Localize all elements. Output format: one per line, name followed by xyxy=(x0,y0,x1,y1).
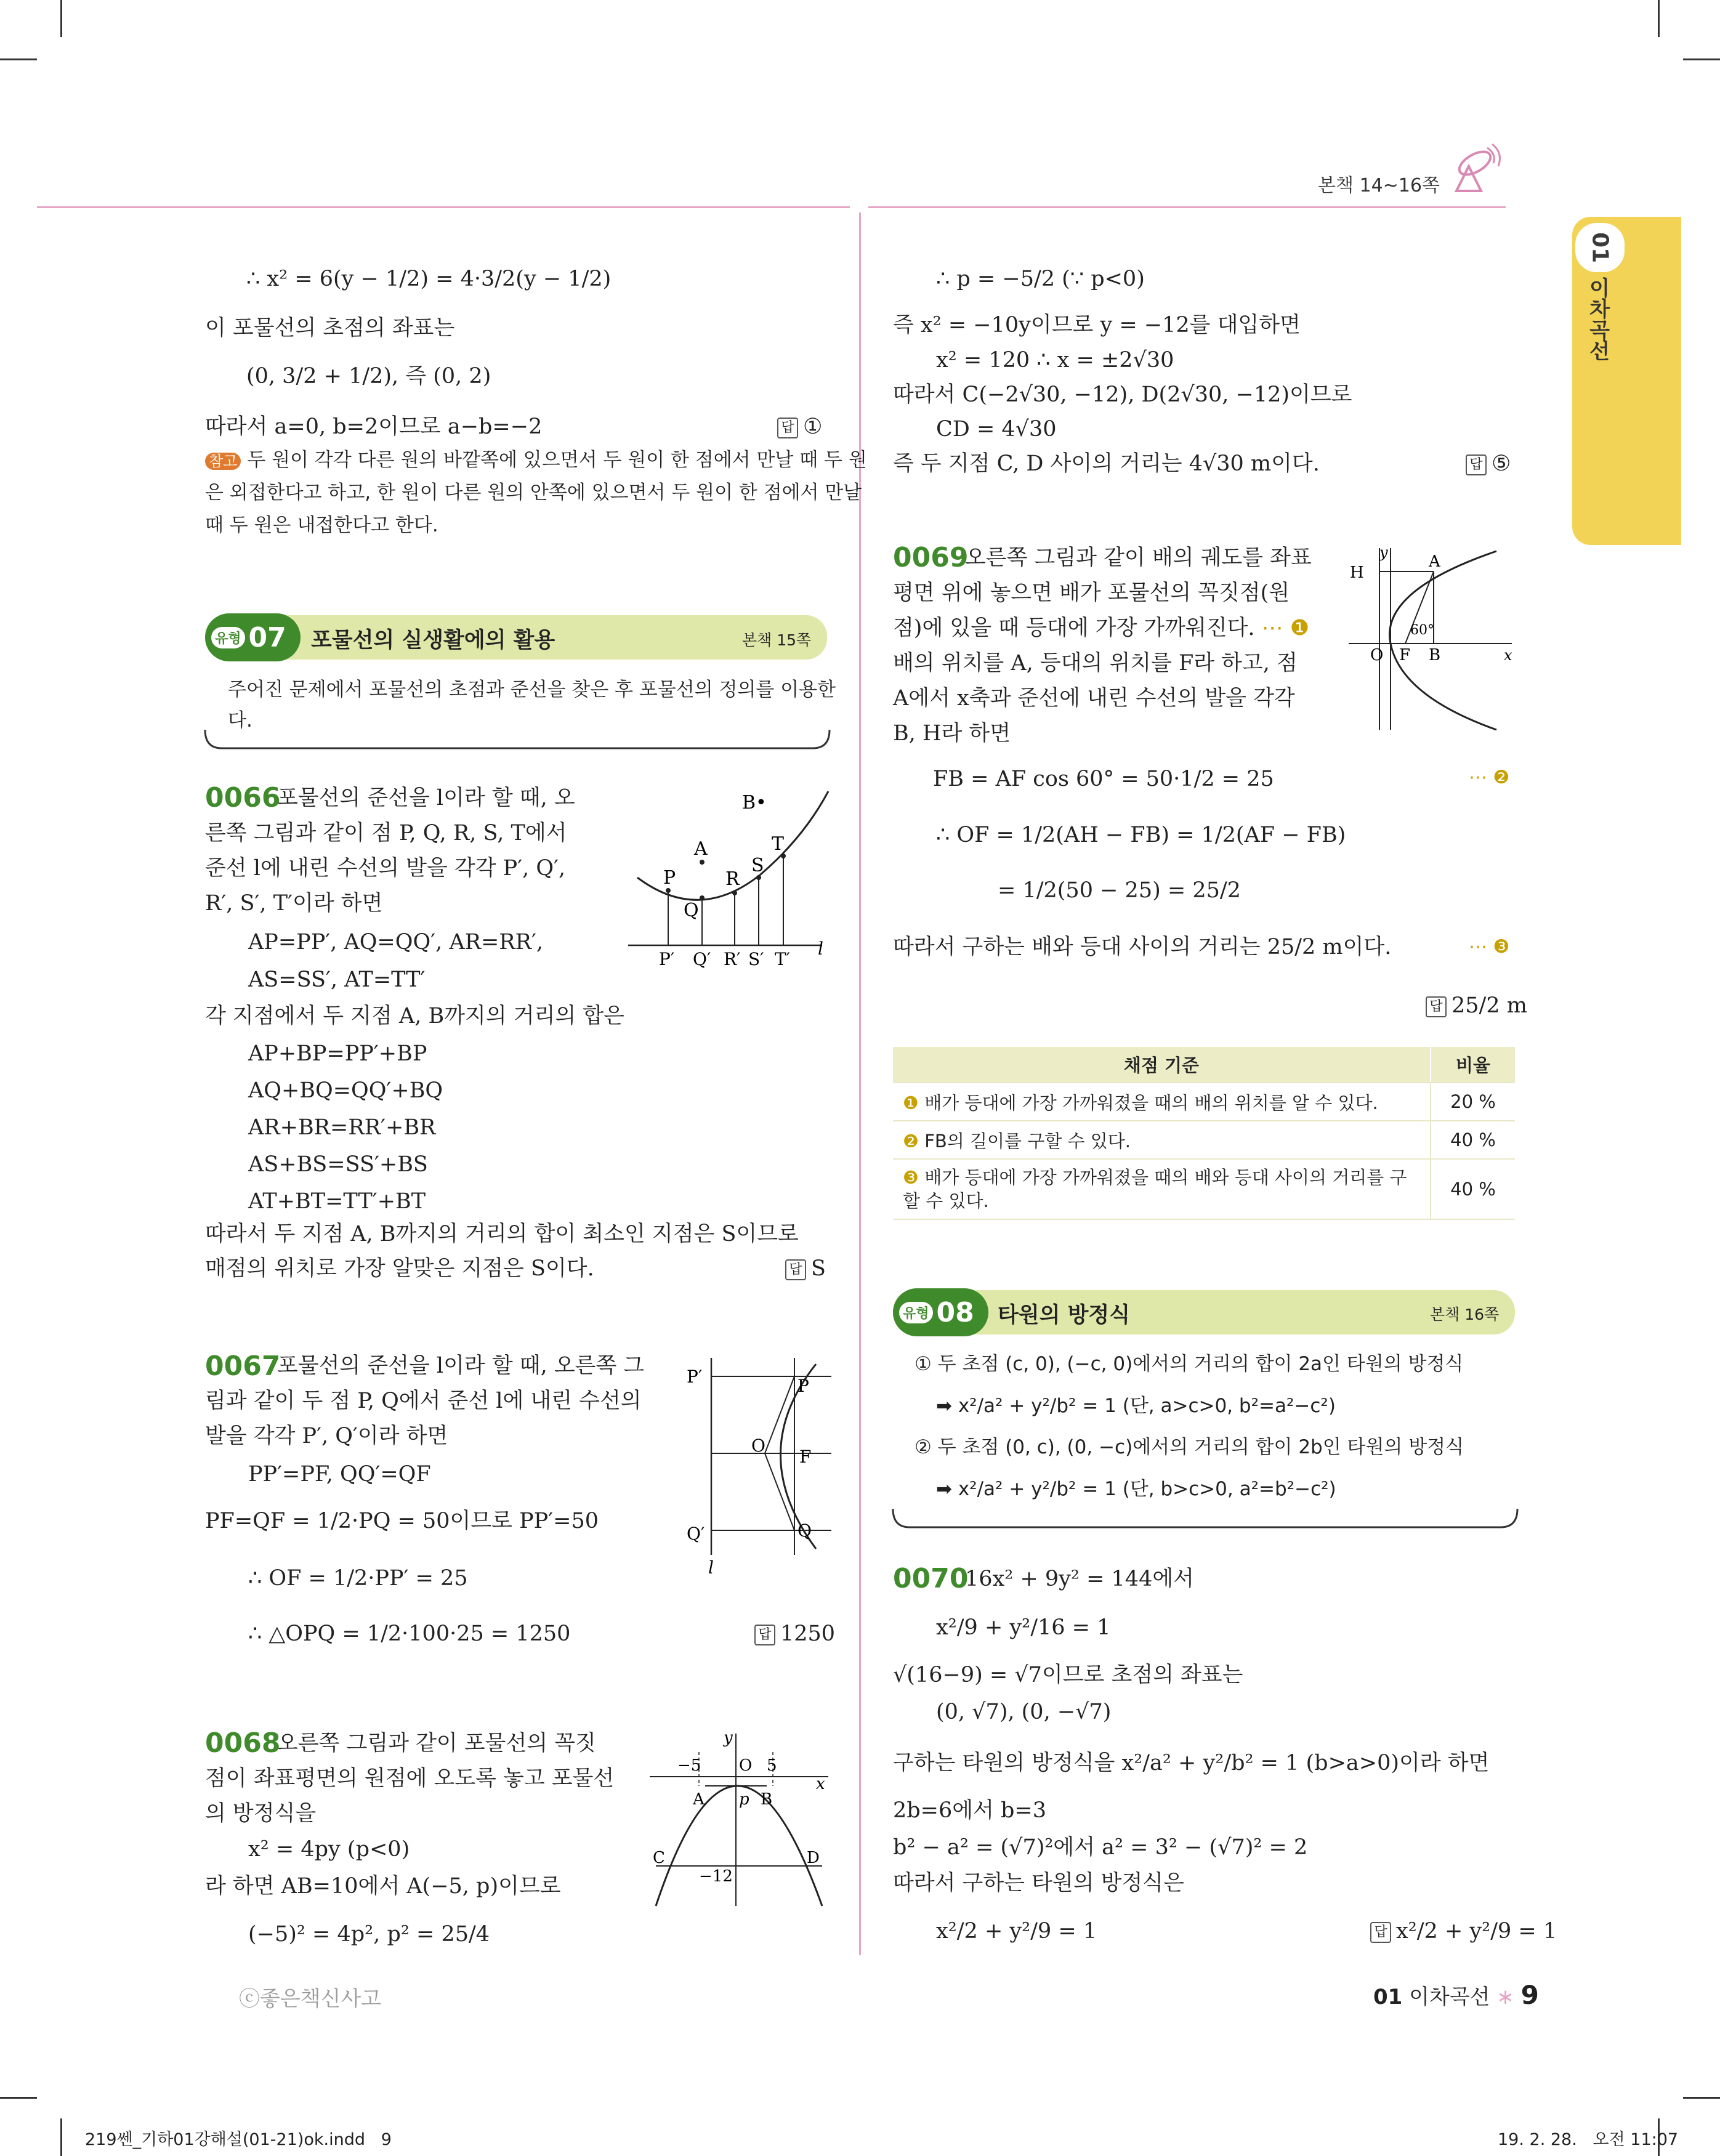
problem-0066-number: 0066 xyxy=(205,782,281,814)
footer-chapter-number: 01 xyxy=(1373,1985,1403,2009)
p0068-figure xyxy=(644,1727,841,1912)
p0070-line-2: x²/9 + y²/16 = 1 xyxy=(936,1615,1111,1640)
problem-0070-number: 0070 xyxy=(893,1563,969,1594)
p0068-line-2: 점이 좌표평면의 원점에 오도록 놓고 포물선 xyxy=(205,1766,615,1791)
note-line-3: 때 두 원은 내접한다고 한다. xyxy=(205,514,438,536)
type08-line-4: ➡ x²/a² + y²/b² = 1 (단, b>c>0, a²=b²−c²) xyxy=(936,1478,1336,1500)
type07-ref: 본책 15쪽 xyxy=(742,631,812,649)
p0069-line-10: 따라서 구하는 배와 등대 사이의 거리는 25/2 m이다. xyxy=(893,935,1392,959)
p0067-line-6: ∴ OF = 1/2·PP′ = 25 xyxy=(248,1566,468,1591)
fig68-label-x: x xyxy=(816,1775,825,1793)
p0069-line-1: 오른쪽 그림과 같이 배의 궤도를 좌표 xyxy=(965,546,1312,570)
p0069-line-6: B, H라 하면 xyxy=(893,721,1011,746)
p0066-line-14: 매점의 위치로 가장 알맞은 지점은 S이다. xyxy=(205,1256,594,1281)
fig69-label-h: H xyxy=(1350,563,1364,582)
file-info: 219쎈_기하01강해설(01-21)ok.indd 9 xyxy=(85,2130,392,2149)
crop-mark xyxy=(60,2118,62,2156)
grading-row-1-text: 배가 등대에 가장 가까워졌을 때의 배의 위치를 알 수 있다. xyxy=(924,1092,1378,1113)
p0067-line-2: 림과 같이 두 점 P, Q에서 준선 l에 내린 수선의 xyxy=(205,1389,642,1413)
fig-label-a: A xyxy=(694,838,708,860)
p0066-figure xyxy=(625,782,838,973)
fig68-label-o: O xyxy=(739,1756,753,1775)
left-top-line-3: (0, 3/2 + 1/2), 즉 (0, 2) xyxy=(246,364,491,389)
step-2-mark: ❷ xyxy=(1493,767,1510,788)
right-top-answer-text: ⑤ xyxy=(1492,451,1511,476)
p0070-line-8: 따라서 구하는 타원의 방정식은 xyxy=(893,1871,1184,1896)
right-top-line-1: ∴ p = −5/2 (∵ p<0) xyxy=(936,267,1145,291)
fig-label-p: P xyxy=(663,867,676,889)
crop-mark xyxy=(1658,0,1660,37)
left-top-answer-text: ① xyxy=(803,414,823,439)
copyright: ⓒ좋은책신사고 xyxy=(239,1987,382,2011)
grading-row-1-ratio: 20 % xyxy=(1431,1083,1515,1121)
fig-label-s-prime: S′ xyxy=(748,949,764,969)
type07-desc-1: 주어진 문제에서 포물선의 초점과 준선을 찾은 후 포물선의 정의를 이용한 xyxy=(228,679,836,701)
fig-label-r-prime: R′ xyxy=(724,949,741,969)
right-top-line-3: x² = 120 ∴ x = ±2√30 xyxy=(936,348,1174,373)
type08-title: 타원의 방정식 xyxy=(998,1303,1131,1328)
grading-row-3-ratio: 40 % xyxy=(1431,1159,1515,1219)
p0066-line-12: AT+BT=TT′+BT xyxy=(248,1189,426,1214)
p0066-line-11: AS+BS=SS′+BS xyxy=(248,1152,428,1177)
crop-mark xyxy=(1683,2097,1720,2099)
grading-cell-criteria xyxy=(893,1159,1431,1219)
p0069-answer xyxy=(1426,988,1527,1023)
p0066-line-7: 각 지점에서 두 지점 A, B까지의 거리의 합은 xyxy=(205,1004,624,1028)
grading-row-3-text: 배가 등대에 가장 가까워졌을 때의 배와 등대 사이의 거리를 구할 수 있다. xyxy=(903,1167,1407,1211)
p0066-line-10: AR+BR=RR′+BR xyxy=(248,1115,436,1140)
type08-bracket xyxy=(891,1509,1519,1533)
fig-label-t-prime: T′ xyxy=(775,949,791,969)
antenna-icon xyxy=(1444,142,1506,203)
fig67-label-o: O xyxy=(751,1435,765,1456)
problem-0069-number: 0069 xyxy=(893,542,969,573)
fig68-label-a: A xyxy=(693,1790,705,1809)
p0066-line-8: AP+BP=PP′+BP xyxy=(248,1041,427,1066)
fig69-label-x: x xyxy=(1504,647,1512,664)
fig67-label-l: l xyxy=(708,1557,714,1578)
note-line-2: 은 외접한다고 하고, 한 원이 다른 원의 안쪽에 있으면서 두 원이 한 점에서 만날 xyxy=(205,482,862,504)
grading-row-2-ratio: 40 % xyxy=(1431,1121,1515,1159)
fig-label-q: Q xyxy=(684,900,699,921)
p0069-line-7: FB = AF cos 60° = 50·1/2 = 25 xyxy=(933,767,1274,791)
p0069-line-9: = 1/2(50 − 25) = 25/2 xyxy=(998,878,1241,903)
p0070-line-3: √(16−9) = √7이므로 초점의 좌표는 xyxy=(893,1663,1243,1687)
type07-title: 포물선의 실생활에의 활용 xyxy=(311,628,555,653)
fig-label-l: l xyxy=(818,939,823,959)
right-top-line-5: CD = 4√30 xyxy=(936,417,1057,442)
fig67-label-q: Q xyxy=(797,1520,812,1541)
type08-badge xyxy=(893,1288,988,1336)
answer-icon: 답 xyxy=(1370,1922,1391,1943)
p0067-answer-text: 1250 xyxy=(780,1621,836,1646)
crop-mark xyxy=(0,2097,37,2099)
p0066-answer-text: S xyxy=(811,1256,826,1281)
p0070-line-9: x²/2 + y²/9 = 1 xyxy=(936,1919,1097,1944)
type08-badge-num: 08 xyxy=(936,1296,974,1328)
type08-line-1: ① 두 초점 (c, 0), (−c, 0)에서의 거리의 합이 2a인 타원의 방정식 xyxy=(915,1353,1464,1375)
fig68-label-neg12: −12 xyxy=(699,1867,733,1886)
type07-desc-2: 다. xyxy=(228,709,252,732)
fig69-label-y: y xyxy=(1379,544,1388,561)
left-top-line-4: 따라서 a=0, b=2이므로 a−b=−2 xyxy=(205,414,543,439)
right-top-answer xyxy=(1466,446,1511,481)
p0070-answer-text: x²/2 + y²/9 = 1 xyxy=(1396,1919,1557,1944)
p0070-answer xyxy=(1370,1914,1557,1948)
fig-label-b: B• xyxy=(742,792,767,814)
p0066-line-9: AQ+BQ=QQ′+BQ xyxy=(248,1078,443,1103)
step-1-mark: ❶ xyxy=(1290,616,1310,640)
print-time: 19. 2. 28. 오전 11:07 xyxy=(1498,2130,1679,2149)
fig-label-r: R xyxy=(725,868,740,890)
crop-mark xyxy=(1683,59,1720,60)
p0070-line-4: (0, √7), (0, −√7) xyxy=(936,1700,1112,1724)
side-tab-number-text: 01 xyxy=(1587,232,1613,264)
grading-row xyxy=(893,1121,1515,1159)
step-3-marker: ⋯ ❸ xyxy=(1469,936,1510,958)
note-text-1: 두 원이 각각 다른 원의 바깥쪽에 있으면서 두 원이 한 점에서 만날 때 두 원 xyxy=(247,449,867,471)
p0067-line-5: PF=QF = 1/2·PQ = 50이므로 PP′=50 xyxy=(205,1509,599,1533)
p0070-line-5: 구하는 타원의 방정식을 x²/a² + y²/b² = 1 (b>a>0)이라 하면 xyxy=(893,1751,1490,1775)
p0070-line-1: 16x² + 9y² = 144에서 xyxy=(965,1567,1194,1591)
p0068-line-1: 오른쪽 그림과 같이 포물선의 꼭짓 xyxy=(277,1731,596,1756)
grading-header-ratio: 비율 xyxy=(1431,1047,1515,1083)
p0068-line-6: (−5)² = 4p², p² = 25/4 xyxy=(248,1922,490,1947)
p0069-line-2: 평면 위에 놓으면 배가 포물선의 꼭짓점(원 xyxy=(893,581,1290,605)
p0069-figure xyxy=(1342,542,1518,739)
grading-row-2-mark: ❷ xyxy=(903,1130,919,1152)
p0066-line-4: R′, S′, T′이라 하면 xyxy=(205,891,383,916)
grading-row-1-mark: ❶ xyxy=(903,1092,919,1113)
type08-badge-prefix: 유형 xyxy=(899,1302,933,1323)
p0068-line-3: 의 방정식을 xyxy=(205,1801,317,1826)
fig67-label-f: F xyxy=(799,1447,812,1467)
grading-table xyxy=(893,1047,1515,1220)
fig68-label-d: D xyxy=(807,1849,820,1867)
fig68-label-b: B xyxy=(761,1790,773,1809)
book-ref: 본책 14~16쪽 xyxy=(1318,175,1440,196)
crop-mark xyxy=(0,59,37,60)
p0070-line-7: b² − a² = (√7)²에서 a² = 3² − (√7)² = 2 xyxy=(893,1835,1308,1860)
p0070-line-6: 2b=6에서 b=3 xyxy=(893,1798,1047,1823)
grading-row-3-mark: ❸ xyxy=(903,1167,919,1188)
type08-line-2: ➡ x²/a² + y²/b² = 1 (단, a>c>0, b²=a²−c²) xyxy=(936,1395,1336,1417)
problem-0068-number: 0068 xyxy=(205,1727,281,1759)
step-3-mark: ❸ xyxy=(1493,936,1510,958)
p0069-answer-text: 25/2 m xyxy=(1452,993,1527,1018)
p0067-line-3: 발을 각각 P′, Q′이라 하면 xyxy=(205,1424,448,1448)
p0067-line-1: 포물선의 준선을 l이라 할 때, 오른쪽 그 xyxy=(277,1354,645,1378)
fig-label-t: T xyxy=(772,833,785,855)
fig68-label-c: C xyxy=(653,1849,665,1867)
p0066-line-2: 른쪽 그림과 같이 점 P, Q, R, S, T에서 xyxy=(205,821,567,846)
fig67-label-p-prime: P′ xyxy=(687,1367,703,1387)
fig69-label-f: F xyxy=(1399,646,1411,664)
p0066-answer xyxy=(785,1251,826,1286)
fig69-label-b: B xyxy=(1429,646,1441,664)
grading-row xyxy=(893,1159,1515,1219)
p0066-line-5: AP=PP′, AQ=QQ′, AR=RR′, xyxy=(248,930,544,955)
fig68-label-neg5: −5 xyxy=(677,1756,701,1775)
fig-label-p-prime: P′ xyxy=(659,949,675,969)
fig68-label-5: 5 xyxy=(767,1756,777,1775)
left-top-line-1: ∴ x² = 6(y − 1/2) = 4·3/2(y − 1/2) xyxy=(246,267,612,291)
p0069-line-3 xyxy=(893,611,1309,645)
footer-chapter-label: 이차곡선 xyxy=(1409,1985,1490,2009)
fig68-label-y: y xyxy=(724,1729,733,1747)
p0066-line-6: AS=SS′, AT=TT′ xyxy=(248,967,426,992)
p0067-figure xyxy=(684,1352,838,1580)
p0069-line-5: A에서 x축과 준선에 내린 수선의 발을 각각 xyxy=(893,686,1295,711)
p0069-line-4: 배의 위치를 A, 등대의 위치를 F라 하고, 점 xyxy=(893,651,1298,676)
side-tab-label: 이차곡선 xyxy=(1585,277,1610,361)
fig69-label-o: O xyxy=(1370,646,1384,664)
type07-badge-prefix: 유형 xyxy=(211,627,245,648)
fig-label-s: S xyxy=(751,855,764,876)
fig69-label-60: 60° xyxy=(1410,623,1434,638)
left-top-answer xyxy=(777,410,822,444)
grading-cell-criteria xyxy=(893,1121,1431,1159)
p0066-line-1: 포물선의 준선을 l이라 할 때, 오 xyxy=(277,786,575,810)
p0068-line-4: x² = 4py (p<0) xyxy=(248,1837,410,1862)
p0069-line-8: ∴ OF = 1/2(AH − FB) = 1/2(AF − FB) xyxy=(936,823,1346,847)
answer-icon: 답 xyxy=(1466,454,1487,475)
fig67-label-q-prime: Q′ xyxy=(687,1524,705,1544)
type07-bracket xyxy=(203,730,831,754)
left-top-line-2: 이 포물선의 초점의 좌표는 xyxy=(205,316,455,341)
step-1-marker: ⋯ ❶ xyxy=(1261,616,1310,640)
footer-page-number: 9 xyxy=(1520,1980,1539,2010)
crop-mark xyxy=(60,0,62,37)
p0067-line-7: ∴ △OPQ = 1/2·100·25 = 1250 xyxy=(248,1621,571,1646)
grading-row xyxy=(893,1083,1515,1121)
fig69-label-a: A xyxy=(1429,552,1440,571)
type07-badge-num: 07 xyxy=(248,621,286,653)
note-line-1 xyxy=(205,445,867,477)
side-tab-number xyxy=(1572,220,1628,275)
right-top-line-6: 즉 두 지점 C, D 사이의 거리는 4√30 m이다. xyxy=(893,451,1320,476)
answer-icon: 답 xyxy=(1426,996,1447,1017)
answer-icon: 답 xyxy=(754,1625,775,1645)
fig68-label-p: p xyxy=(739,1790,749,1809)
top-rule-left xyxy=(37,206,850,208)
step-2-marker: ⋯ ❷ xyxy=(1469,767,1510,788)
p0067-line-4: PP′=PF, QQ′=QF xyxy=(248,1462,431,1487)
p0066-line-3: 준선 l에 내린 수선의 발을 각각 P′, Q′, xyxy=(205,856,566,881)
type07-badge xyxy=(205,613,301,661)
type08-ref: 본책 16쪽 xyxy=(1430,1306,1500,1323)
note-badge: 참고 xyxy=(205,453,241,470)
answer-icon: 답 xyxy=(777,418,798,438)
grading-cell-criteria xyxy=(893,1083,1431,1121)
footer-separator: ∗ xyxy=(1496,1985,1514,2009)
answer-icon: 답 xyxy=(785,1259,806,1280)
p0067-answer xyxy=(754,1617,835,1651)
problem-0067-number: 0067 xyxy=(205,1351,281,1382)
right-top-line-2: 즉 x² = −10y이므로 y = −12를 대입하면 xyxy=(893,313,1301,337)
p0069-line-3-text: 점)에 있을 때 등대에 가장 가까워진다. xyxy=(893,616,1255,640)
fig-label-q-prime: Q′ xyxy=(693,949,711,969)
grading-header-criteria: 채점 기준 xyxy=(893,1047,1431,1083)
footer-chapter xyxy=(1373,1980,1539,2010)
fig67-label-p: P xyxy=(797,1376,809,1396)
right-top-line-4: 따라서 C(−2√30, −12), D(2√30, −12)이므로 xyxy=(893,382,1352,407)
type08-line-3: ② 두 초점 (0, c), (0, −c)에서의 거리의 합이 2b인 타원의 방정식 xyxy=(915,1436,1464,1458)
p0066-line-13: 따라서 두 지점 A, B까지의 거리의 합이 최소인 지점은 S이므로 xyxy=(205,1222,799,1246)
top-rule-right xyxy=(868,206,1506,208)
p0068-line-5: 라 하면 AB=10에서 A(−5, p)이므로 xyxy=(205,1874,561,1899)
grading-row-2-text: FB의 길이를 구할 수 있다. xyxy=(924,1130,1131,1152)
